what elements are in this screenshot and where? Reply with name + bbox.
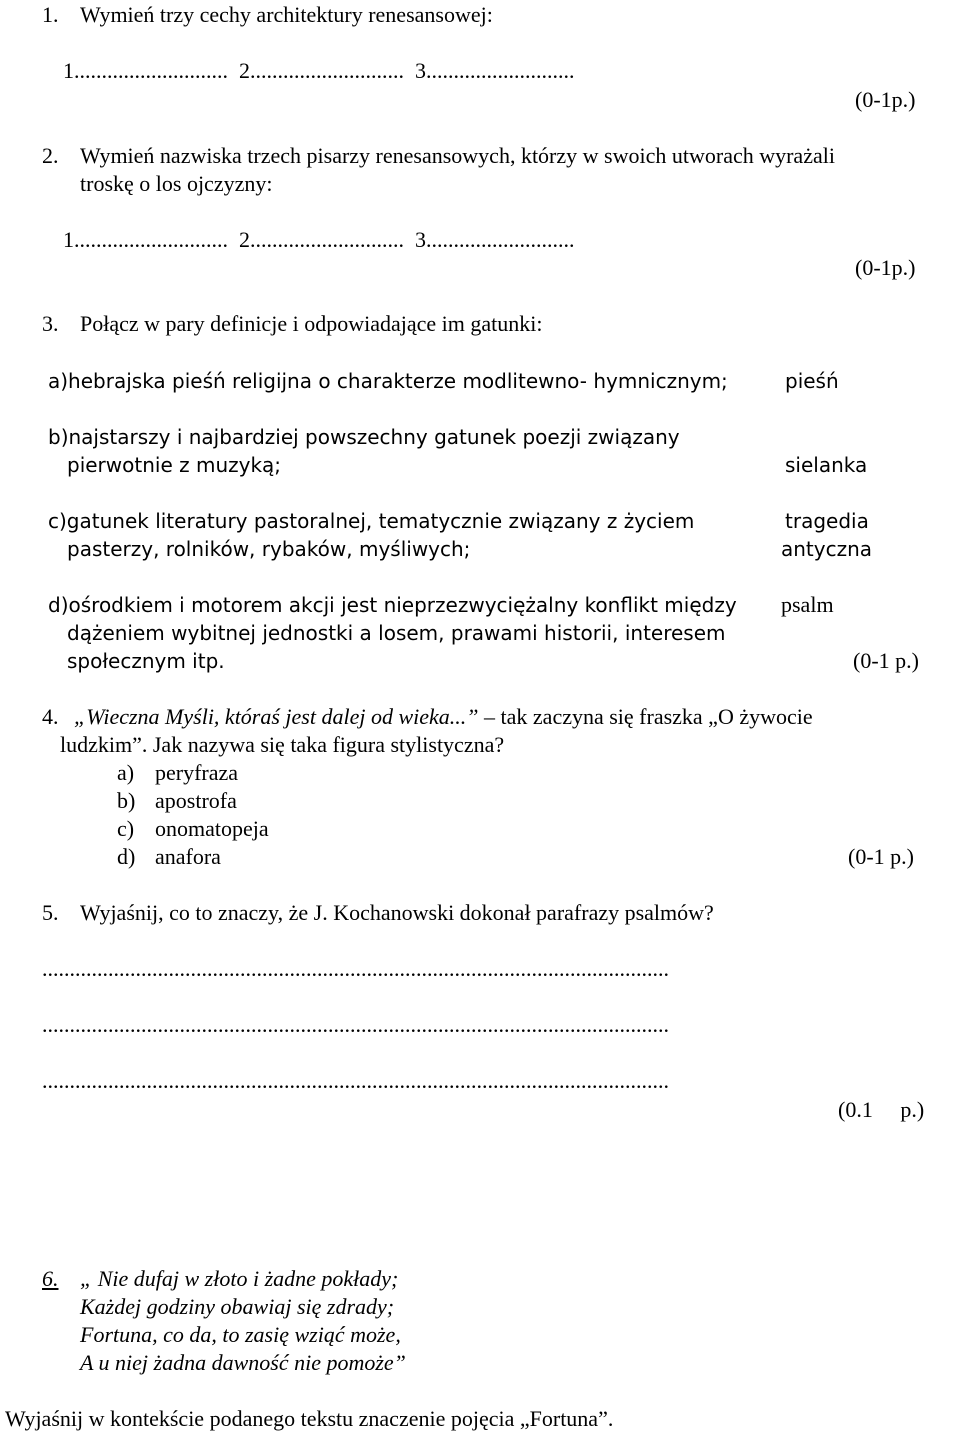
q3-definition-c-line1: c)gatunek literatury pastoralnej, tematycznie związany z życiem bbox=[48, 509, 695, 533]
q1-points: (0-1p.) bbox=[855, 87, 916, 112]
q4-option-a-text[interactable]: peryfraza bbox=[155, 760, 239, 785]
q4-quote: „Wieczna Myśli, któraś jest dalej od wieka...” bbox=[74, 704, 479, 729]
q2-text-line2: troskę o los ojczyzny: bbox=[80, 171, 273, 196]
q4-text-line2: ludzkim”. Jak nazywa się taka figura stylistyczna? bbox=[60, 732, 505, 757]
q3-points: (0-1 p.) bbox=[853, 648, 919, 673]
q2-number: 2. bbox=[42, 143, 59, 168]
q5-text: Wyjaśnij, co to znaczy, że J. Kochanowski dokonał parafrazy psalmów? bbox=[80, 900, 714, 925]
q3-genre-piesn[interactable]: pieśń bbox=[785, 369, 839, 393]
q4-option-b-text[interactable]: apostrofa bbox=[155, 788, 237, 813]
q5-number: 5. bbox=[42, 900, 59, 925]
q3-definition-b-line2: pierwotnie z muzyką; bbox=[67, 453, 282, 477]
q1-text: Wymień trzy cechy architektury renesansowej: bbox=[80, 2, 493, 27]
q4-text-line1-rest: – tak zaczyna się fraszka „O żywocie bbox=[478, 704, 813, 729]
q4-option-c-text[interactable]: onomatopeja bbox=[155, 816, 269, 841]
q4-option-b-label[interactable]: b) bbox=[117, 788, 136, 813]
q6-poem-line-4: A u niej żadna dawność nie pomoże” bbox=[80, 1350, 406, 1375]
q6-poem-line-2: Każdej godziny obawiaj się zdrady; bbox=[80, 1294, 395, 1319]
q6-task: Wyjaśnij w kontekście podanego tekstu znaczenie pojęcia „Fortuna”. bbox=[5, 1406, 614, 1431]
q5-points: (0.1 p.) bbox=[838, 1097, 925, 1122]
q3-genre-tragedia[interactable]: tragedia bbox=[785, 509, 869, 533]
q4-text-line1 bbox=[74, 703, 813, 731]
q3-text: Połącz w pary definicje i odpowiadające im gatunki: bbox=[80, 311, 543, 336]
q1-answer-lines[interactable]: 1............................ 2............................ 3........................... bbox=[63, 58, 575, 83]
q6-poem-line-3: Fortuna, co da, to zasię wziąć może, bbox=[80, 1322, 401, 1347]
q2-text-line1: Wymień nazwiska trzech pisarzy renesansowych, którzy w swoich utworach wyrażali bbox=[80, 143, 835, 168]
q2-answer-lines[interactable]: 1............................ 2............................ 3........................... bbox=[63, 227, 575, 252]
q5-answer-line-3[interactable]: .................................................................................................................. bbox=[42, 1068, 669, 1093]
q3-genre-antyczna[interactable]: antyczna bbox=[781, 537, 873, 561]
q6-number: 6. bbox=[42, 1266, 59, 1291]
q5-answer-line-2[interactable]: .................................................................................................................. bbox=[42, 1012, 669, 1037]
q3-genre-sielanka[interactable]: sielanka bbox=[785, 453, 868, 477]
q3-definition-b-line1: b)najstarszy i najbardziej powszechny gatunek poezji związany bbox=[48, 425, 680, 449]
q3-genre-psalm[interactable]: psalm bbox=[781, 592, 834, 617]
q4-points: (0-1 p.) bbox=[848, 844, 914, 869]
q2-points: (0-1p.) bbox=[855, 255, 916, 280]
q4-option-d-label[interactable]: d) bbox=[117, 844, 136, 869]
q3-definition-d-line3: społecznym itp. bbox=[67, 649, 225, 673]
q3-definition-c-line2: pasterzy, rolników, rybaków, myśliwych; bbox=[67, 537, 471, 561]
q4-option-d-text[interactable]: anafora bbox=[155, 844, 221, 869]
q3-number: 3. bbox=[42, 311, 59, 336]
q5-answer-line-1[interactable]: .................................................................................................................. bbox=[42, 956, 669, 981]
q4-number: 4. bbox=[42, 704, 59, 729]
q6-poem-line-1: „ Nie dufaj w złoto i żadne pokłady; bbox=[80, 1266, 399, 1291]
q3-definition-a: a)hebrajska pieśń religijna o charakterze modlitewno- hymnicznym; bbox=[48, 369, 728, 393]
q1-number: 1. bbox=[42, 2, 59, 27]
q3-definition-d-line1: d)ośrodkiem i motorem akcji jest nieprzezwyciężalny konflikt między bbox=[48, 593, 737, 617]
q4-option-c-label[interactable]: c) bbox=[117, 816, 135, 841]
q4-option-a-label[interactable]: a) bbox=[117, 760, 135, 785]
q3-definition-d-line2: dążeniem wybitnej jednostki a losem, prawami historii, interesem bbox=[67, 621, 726, 645]
